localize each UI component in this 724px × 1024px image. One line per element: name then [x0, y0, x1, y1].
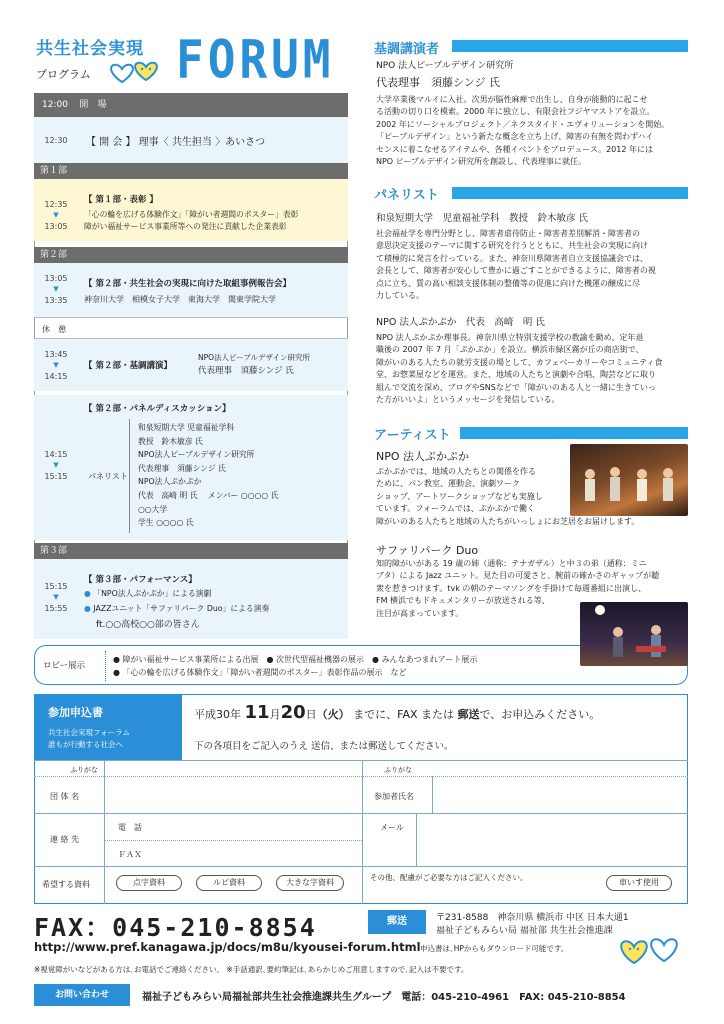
text-line: 障がいのある人たちの就労支援の場として、カフェベーカリーやコミュニティ食 — [376, 357, 663, 367]
form-instruction: 下の各項目をご記入のうえ 送信、または郵送してください。 — [194, 741, 454, 752]
panelist-heading: パネリスト — [374, 188, 439, 203]
braille-option[interactable]: 点字資料 — [116, 875, 182, 891]
arrow-down-icon: ▼ — [53, 461, 59, 469]
text-line: 組んで交流を深め、ブログやSNSなどで「障がいのある人と一緒に生きていっ — [376, 382, 656, 392]
keynote-heading: 基調講演者 — [374, 42, 440, 57]
part1-row: 12:35 ▼ 13:05 【 第１部・表彰 】 「心の輪を広げる体験作文」「障がい者週間のポスター」表彰 障がい福祉サービス事業所等への発注に貢献した企業表彰 — [34, 179, 348, 241]
text-line: 職後の 2007 年 7 月「ぷかぷか」を設立。横浜市緑区霧が丘の商店街で、 — [376, 345, 644, 355]
text-line: 和泉短期大学 児童福祉学科 — [138, 423, 235, 432]
program-label: プログラム — [36, 68, 91, 81]
artist-heading: アーティスト — [374, 428, 451, 443]
panelist-list — [138, 421, 278, 530]
website-link[interactable]: http://www.pref.kanagawa.jp/docs/m8u/kyousei-forum.html — [34, 940, 421, 954]
arrow-down-icon: ▼ — [53, 211, 59, 219]
text-line: NPO法人ぷかぷか — [138, 477, 202, 487]
phone-field[interactable] — [160, 816, 362, 838]
text-line: ています。フォーラムでは、ぷかぷかで働く — [376, 504, 535, 514]
hearts-icon — [616, 930, 688, 972]
panelist1-bio — [376, 228, 688, 302]
text-line: センスに着こなせるアイテムや、各種イベントをプロデュース。2012 年には — [376, 144, 653, 154]
opening-row: 12:30 【 開 会 】 理事〈 共生担当 〉あいさつ — [34, 117, 348, 163]
apply-title-box: 参加申込書 共生社会実現フォーラム 誰もが行動する社会へ — [34, 694, 182, 760]
text-line: 代表理事 須藤シンジ 氏 — [138, 463, 226, 473]
text-line: ために、パン教室、運動会、演劇ワーク — [376, 479, 520, 489]
text-line: 衆を惹きつけます。tvk の朝のテーマソングを手掛けて毎週番組に出演し、 — [376, 583, 647, 593]
part1-bar: 第１部 — [34, 163, 348, 179]
fax-field[interactable] — [160, 842, 362, 866]
deadline: 平成30年 11月20日（火） までに、FAX または 郵送で、お申込みください。 — [194, 702, 601, 723]
large-print-option[interactable]: 大きな字資料 — [276, 875, 344, 891]
break-row: 休 憩 — [34, 317, 348, 339]
text-line: 代表 高崎 明 氏 メンバー ○○○○ 氏 — [138, 490, 279, 500]
part3-row: 15:15 ▼ 15:55 【 第３部・パフォーマンス】 ● 「NPO法人ぷかぷか」による演劇 ● JAZZユニット「サファリパーク Duo」による演奏 ft.○○高校○○部の皆さん — [34, 559, 348, 639]
lobby-label: ロビー展示 — [43, 661, 86, 671]
text-line: NPO 法人ぷかぷか理事長。神奈川県立特別支援学校の教諭を勤め、定年退 — [376, 333, 644, 342]
lobby-box: ロビー展示 ● 障がい福祉サービス事業所による出展 ● 次世代型福祉機器の展示 ● みんなあつまれアート展示 ● 「心の輪を広げる体験作文」「障がい者週間のポスター」表彰作品の展示 など — [34, 645, 688, 685]
text-line: 点に立ち、質の高い相談支援体制の整備等の促進に向けた機運の醸成に尽 — [376, 278, 640, 288]
text-line: た方がいいよ」というメッセージを発信している。 — [376, 395, 560, 405]
arrow-down-icon: ▼ — [53, 285, 59, 293]
panelist2-bio — [376, 332, 688, 406]
hearts-icon — [104, 58, 174, 88]
bullet-icon: ● — [84, 589, 91, 598]
text-line: ブタ）による Jazz ユニット。見た目の可愛さと、腕前の確かさのギャップが聴 — [376, 571, 660, 581]
text-line: ○○大学 — [138, 504, 168, 514]
text-line: る活動の切り口を模索。2000 年に独立し、有限会社フジヤマストアを設立。 — [376, 107, 655, 117]
participant-name-field[interactable] — [432, 777, 688, 813]
part2-bar: 第２部 — [34, 247, 348, 263]
part2-row: 13:05 ▼ 13:35 【 第２部・共生社会の実現に向けた取組事例報告会】 神奈川大学 相模女子大学 東海大学 関東学院大学 — [34, 263, 348, 317]
safaripark-photo — [580, 602, 688, 666]
inquiry-bar: お問い合わせ 福祉子どもみらい局福祉部共生社会推進課共生グループ 電話：045-210-4961 FAX: 045-210-8854 — [34, 984, 688, 1006]
text-line: 大学卒業後マルイに入社。次男が脳性麻痺で出生し、自身が能動的に起こせ — [376, 95, 648, 104]
post-label: 郵送 — [368, 910, 426, 934]
text-line: NPO ピープルデザイン研究所を創設し、代表理事に就任。 — [376, 157, 587, 167]
email-field[interactable] — [416, 816, 688, 866]
text-line: 「ピープルデザイン」という新たな概念を立ち上げ、障害の有無を問わずハイ — [376, 132, 654, 142]
text-line: NPO法人ピープルデザイン研究所 — [138, 450, 255, 460]
text-line: て積極的に発言を行っている。また、神奈川県障害者自立支援協議会では、 — [376, 253, 648, 263]
text-line: ぷかぷかでは、地域の人たちとの関係を作る — [376, 467, 536, 476]
text-line: 障がいのある人たちと地域の人たちがいっしょにお芝居をお届けします。 — [376, 516, 640, 526]
pukapuka-photo — [570, 444, 688, 516]
text-line: 知的障がいがある 19 歳の姉（通称：テナガザル）と中３の弟（通称：ミニ — [376, 559, 647, 568]
text-line: 堂、お惣菜屋などを運営。また、地域の人たちと演劇や合唱、陶芸などに取り — [376, 370, 656, 380]
text-line: 2002 年にソーシャルプロジェクト／ネクスタイド・エヴォリューションを開始。 — [376, 119, 670, 129]
keynote-row: 13:45 ▼ 14:15 【 第２部・基調講演】 NPO法人ピープルデザイン研究所 代表理事 須藤シンジ 氏 — [34, 339, 348, 391]
event-title: 共生社会実現 — [36, 39, 144, 59]
arrow-down-icon: ▼ — [53, 593, 59, 601]
wheelchair-option[interactable]: 車いす使用 — [606, 875, 672, 891]
text-line: FM 横浜でもドキュメンタリーが放送される等、 — [376, 596, 550, 606]
keynote-bio — [376, 94, 688, 168]
ruby-option[interactable]: ルビ資料 — [196, 875, 262, 891]
arrow-down-icon: ▼ — [53, 361, 59, 369]
open-bar: 12:00 開 場 — [34, 93, 348, 117]
text-line: 会長として、障害者が安心して豊かに過ごすことができるように、障害者の視 — [376, 266, 656, 276]
part3-bar: 第３部 — [34, 543, 348, 559]
bullet-icon: ● — [84, 604, 91, 613]
text-line: 教授 鈴木敏彦 氏 — [138, 436, 203, 446]
org-name-field[interactable] — [104, 777, 362, 813]
text-line: 注目が高まっています。 — [376, 608, 464, 618]
other-needs-field[interactable] — [370, 884, 600, 902]
text-line: 社会福祉学を専門分野とし、障害者虐待防止・障害者差別解消・障害者の — [376, 229, 640, 238]
fax-number: FAX：045-210-8854 — [34, 913, 317, 942]
text-line: 力している。 — [376, 291, 424, 301]
forum-logo: FORUM — [176, 28, 335, 91]
text-line: 意思決定支援のテーマに関する研究を行うとともに、共生社会の実現に向け — [376, 241, 648, 251]
text-line: 学生 ○○○○ 氏 — [138, 518, 194, 528]
panel-row: 14:15 ▼ 15:15 【 第２部・パネルディスカッション】 パネリスト 和泉短期大学 児童福祉学科 教授 鈴木敏彦 氏 NPO法人ピープルデザイン研究所 代表理事 須藤シンジ 氏 NPO法人ぷかぷか 代表 高崎 明 氏 メンバー ○○○○ 氏 ○○大学 学生 ○○○○ 氏 — [34, 395, 348, 540]
text-line: ショップ、アートワークショップなども実施し — [376, 491, 543, 501]
